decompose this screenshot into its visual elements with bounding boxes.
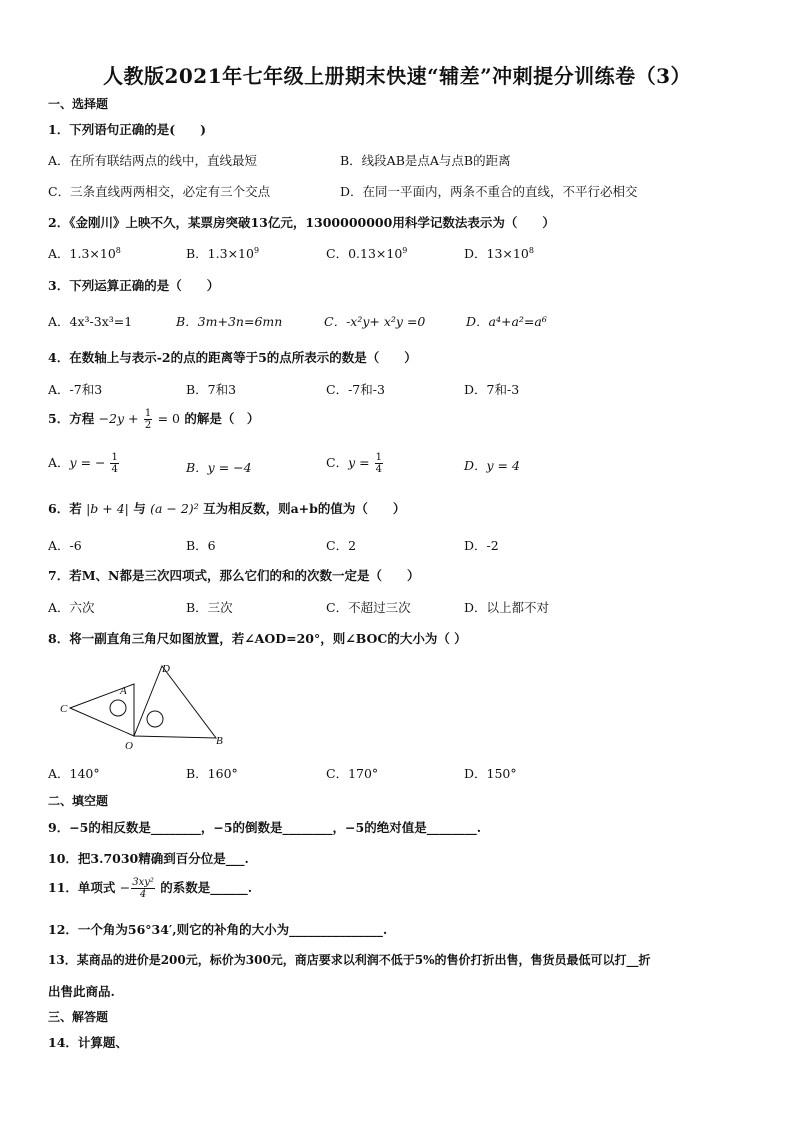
triangle-dob [134,666,216,738]
question-5-option-b: B．y = −4 [186,460,252,475]
question-9: 9．−5的相反数是________，−5的倒数是________，−5的绝对值是________. [48,820,482,835]
question-7-option-c: C．不超过三次 [326,600,411,615]
label-b: B [216,735,223,747]
question-3-option-c: C．-x²y+ x²y =0 [324,314,426,329]
question-3-stem: 3．下列运算正确的是（ ） [48,278,220,293]
question-6-option-d: D．-2 [464,538,499,553]
question-1-option-d: D．在同一平面内，两条不重合的直线，不平行必相交 [340,184,638,199]
label-d: D [162,663,170,675]
question-1-option-c: C．三条直线两两相交，必定有三个交点 [48,184,271,199]
question-6-option-c: C．2 [326,538,357,553]
question-5-option-a: A．y = − $\frac{1}{4}$ [48,452,118,475]
question-3-option-a: A．4x³-3x³=1 [48,314,133,329]
question-10: 10．把3.7030精确到百分位是___. [48,851,249,866]
question-6-option-b: B．6 [186,538,216,553]
label-o: O [125,740,133,752]
question-1-stem: 1．下列语句正确的是( ) [48,122,207,137]
question-8-option-c: C．170° [326,766,379,781]
question-6-option-a: A．-6 [48,538,82,553]
question-8-option-d: D．150° [464,766,517,781]
question-3-option-d: D．a⁴+a²=a⁶ [466,314,547,329]
question-8-option-a: A．140° [48,766,100,781]
question-2-option-c: C．$0.13\times 10^9$ [326,245,408,261]
question-3-option-b: B．3m+3n=6mn [176,314,283,329]
question-4-option-a: A．-7和3 [48,382,103,397]
section-heading-solve: 三、解答题 [48,1010,109,1024]
question-4-option-c: C．-7和-3 [326,382,385,397]
page-title: 人教版2021年七年级上册期末快速“辅差”冲刺提分训练卷（3） [102,64,692,88]
question-14: 14．计算题、 [48,1035,128,1050]
question-2-option-d: D．$13\times 10^8$ [464,245,534,261]
question-1-option-b: B．线段AB是点A与点B的距离 [340,153,511,168]
triangle-hole-left [110,700,126,716]
question-8-stem: 8．将一副直角三角尺如图放置，若∠AOD=20°，则∠BOC的大小为（ ） [48,631,467,646]
question-6-stem: 6．若 |b + 4| 与 (a − 2)² 互为相反数，则a+b的值为（ ） [48,501,406,516]
question-2-option-a: A．$1.3\times 10^8$ [48,245,121,261]
question-4-option-b: B．7和3 [186,382,237,397]
question-5-stem: 5．方程 −2y + $\frac{1}{2}$ = 0 的解是（ ） [48,408,260,431]
question-4-option-d: D．7和-3 [464,382,520,397]
question-1-option-a: A．在所有联结两点的线中，直线最短 [48,153,258,168]
question-7-stem: 7．若M、N都是三次四项式，那么它们的和的次数一定是（ ） [48,568,420,583]
question-7-option-a: A．六次 [48,600,95,615]
label-c: C [60,703,68,715]
section-heading-choice: 一、选择题 [48,97,109,111]
question-2-stem: 2．《金刚川》上映不久，某票房突破13亿元，1300000000用科学记数法表示为（ ） [48,215,555,230]
question-8-option-b: B．160° [186,766,238,781]
question-7-option-d: D．以上都不对 [464,600,550,615]
triangle-hole-right [147,711,163,727]
question-12: 12．一个角为56°34′,则它的补角的大小为_______________. [48,922,388,937]
question-4-stem: 4．在数轴上与表示-2的点的距离等于5的点所表示的数是（ ） [48,350,417,365]
triangle-rulers-figure [58,660,238,755]
section-heading-fill: 二、填空题 [48,794,109,808]
question-7-option-b: B．三次 [186,600,233,615]
question-5-option-d: D．y = 4 [464,458,520,473]
question-5-option-c: C．y = $\frac{1}{4}$ [326,452,382,475]
label-a: A [120,685,127,697]
question-2-option-b: B．$1.3\times 10^9$ [186,245,260,261]
question-13-line-2: 出售此商品. [48,984,115,999]
question-13-line-1: 13．某商品的进价是200元，标价为300元，商店要求以利润不低于5%的售价打折出售，售货员最低可以打__折 [48,953,651,967]
question-11: 11．单项式 − $\frac{\text{3xy²}}{4}$ 的系数是______. [48,877,253,900]
